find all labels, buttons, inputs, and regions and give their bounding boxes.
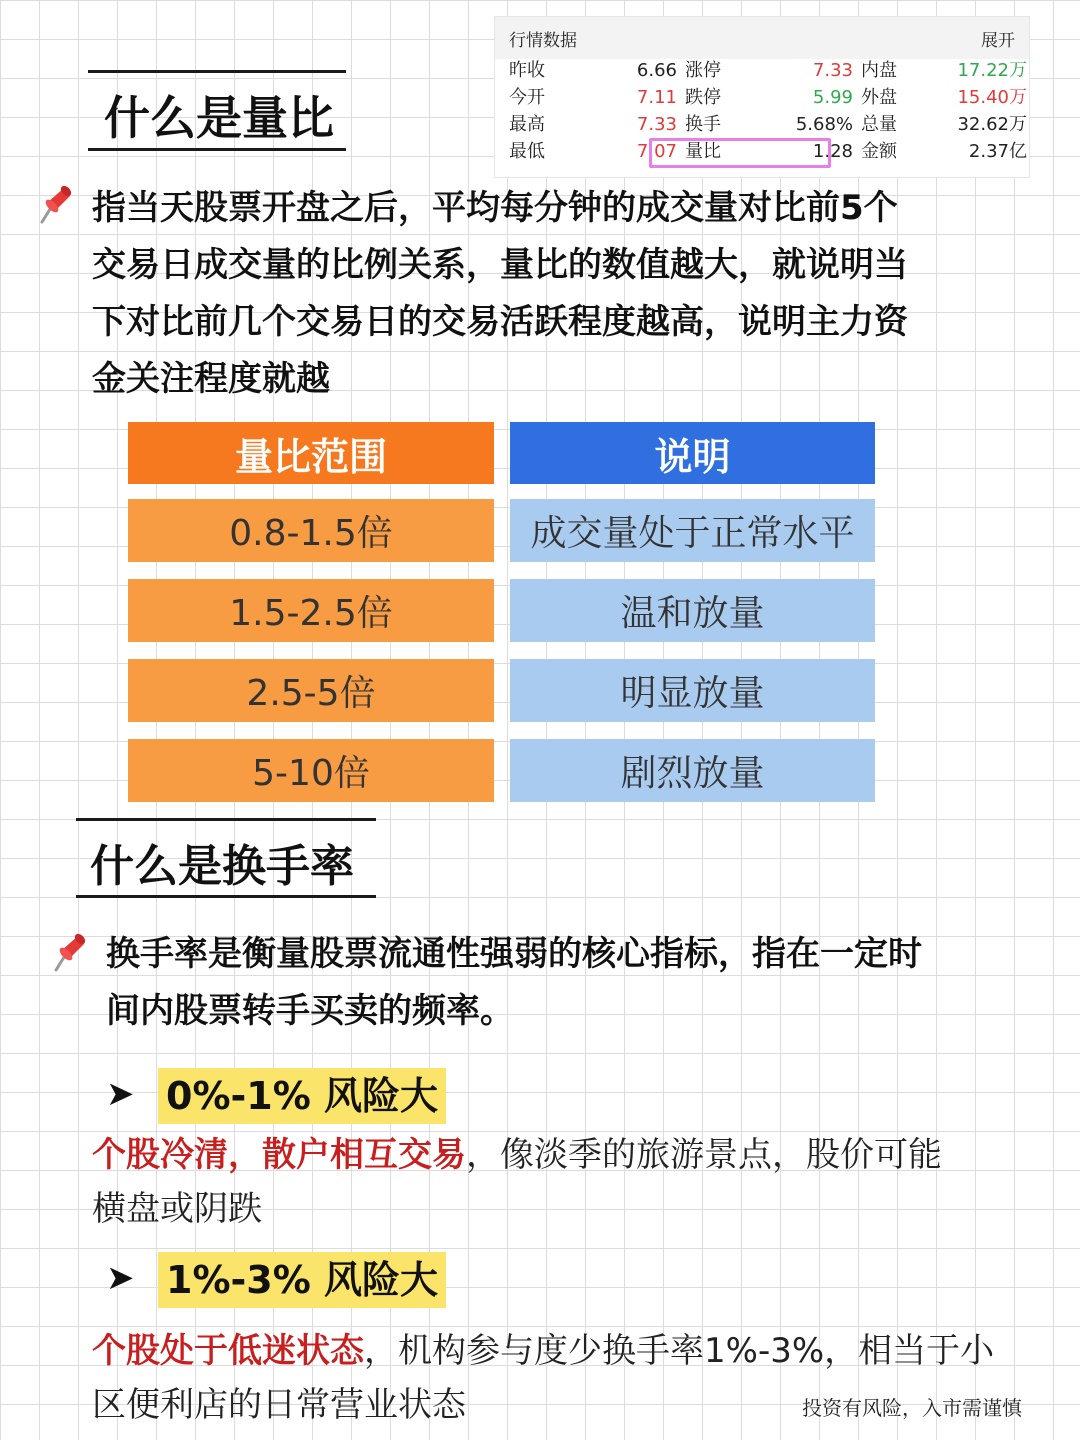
- table-cell-description: 剧烈放量: [510, 739, 875, 802]
- paragraph-line: 间内股票转手买卖的频率。: [106, 991, 514, 1031]
- stock-quote-panel: [494, 16, 1030, 178]
- description-line: [92, 1128, 942, 1182]
- expand-link[interactable]: 展开: [981, 30, 1015, 51]
- emphasis-text: 个股处于低迷状态: [92, 1331, 364, 1371]
- stock-value: 17.22万: [957, 60, 1027, 81]
- stock-row: [495, 111, 1029, 138]
- paragraph-line: 交易日成交量的比例关系，量比的数值越大，就说明当: [92, 245, 908, 285]
- stock-panel-header: [495, 17, 1029, 59]
- stock-panel-title: 行情数据: [509, 30, 577, 51]
- stock-label: 总量: [861, 114, 897, 135]
- table-cell-range: 5-10倍: [128, 739, 494, 802]
- pushpin-icon: [34, 182, 74, 226]
- description-text: 横盘或阴跌: [92, 1189, 262, 1229]
- stock-label: 最高: [509, 114, 545, 135]
- paragraph-line: 指当天股票开盘之后，平均每分钟的成交量对比前5个: [92, 188, 898, 228]
- stock-value: 6.66: [636, 60, 677, 81]
- section-title-volume-ratio: [88, 70, 346, 154]
- table-cell-description: 明显放量: [510, 659, 875, 722]
- section-title: 什么是换手率: [90, 841, 354, 892]
- stock-label: 外盘: [861, 87, 897, 108]
- stock-label: 换手: [685, 114, 721, 135]
- volume-ratio-definition: [92, 180, 908, 408]
- stock-value: 15.40万: [957, 87, 1027, 108]
- description-line: [92, 1182, 942, 1236]
- table-cell-description: 温和放量: [510, 579, 875, 642]
- risk-disclaimer: 投资有风险，入市需谨慎: [802, 1396, 1022, 1420]
- table-header-description: 说明: [510, 422, 875, 484]
- stock-label: 最低: [509, 141, 545, 162]
- risk-tag: 1%-3% 风险大: [158, 1252, 446, 1308]
- turnover-rate-definition: [106, 926, 922, 1040]
- volume-ratio-highlight: [649, 138, 831, 168]
- table-cell-range: 1.5-2.5倍: [128, 579, 494, 642]
- stock-label: 内盘: [861, 60, 897, 81]
- title-rule-bottom: [76, 895, 376, 898]
- stock-value: 5.68%: [795, 114, 853, 135]
- risk-description: [92, 1128, 942, 1236]
- title-rule-top: [88, 70, 346, 73]
- stock-value: 7.11: [636, 87, 677, 108]
- paragraph-line: 下对比前几个交易日的交易活跃程度越高，说明主力资: [92, 302, 908, 342]
- stock-value: 32.62万: [957, 114, 1027, 135]
- description-line: [92, 1324, 994, 1378]
- stock-label: 今开: [509, 87, 545, 108]
- title-rule-top: [76, 818, 376, 821]
- paragraph-line: 金关注程度就越: [92, 359, 330, 399]
- description-text: ，像淡季的旅游景点，股价可能: [466, 1135, 942, 1175]
- table-cell-range: 0.8-1.5倍: [128, 499, 494, 562]
- pushpin-icon: [48, 930, 88, 974]
- stock-label: 涨停: [685, 60, 721, 81]
- page-title: 什么是量比: [104, 91, 334, 145]
- section-title-turnover-rate: [76, 818, 376, 900]
- description-text: ，机构参与度少换手率1%-3%，相当于小: [364, 1331, 995, 1371]
- stock-label: 昨收: [509, 60, 545, 81]
- emphasis-text: 个股冷清，散户相互交易: [92, 1135, 466, 1175]
- stock-value: 5.99: [812, 87, 853, 108]
- risk-tag: 0%-1% 风险大: [158, 1068, 446, 1124]
- stock-row: [495, 57, 1029, 84]
- title-rule-bottom: [88, 148, 346, 151]
- stock-label: 量比: [685, 141, 721, 162]
- table-cell-range: 2.5-5倍: [128, 659, 494, 722]
- stock-value: 7.33: [636, 114, 677, 135]
- description-text: 区便利店的日常营业状态: [92, 1385, 466, 1425]
- paragraph-line: 换手率是衡量股票流通性强弱的核心指标，指在一定时: [106, 934, 922, 974]
- arrow-bullet-icon: ➤: [106, 1258, 135, 1298]
- stock-value: 2.37亿: [968, 141, 1027, 162]
- stock-label: 跌停: [685, 87, 721, 108]
- table-cell-description: 成交量处于正常水平: [510, 499, 875, 562]
- stock-label: 金额: [861, 141, 897, 162]
- stock-value: 1.28: [812, 141, 853, 162]
- stock-value: 7.07: [636, 141, 677, 162]
- table-header-range: 量比范围: [128, 422, 494, 484]
- arrow-bullet-icon: ➤: [106, 1074, 135, 1114]
- stock-row: [495, 84, 1029, 111]
- stock-value: 7.33: [812, 60, 853, 81]
